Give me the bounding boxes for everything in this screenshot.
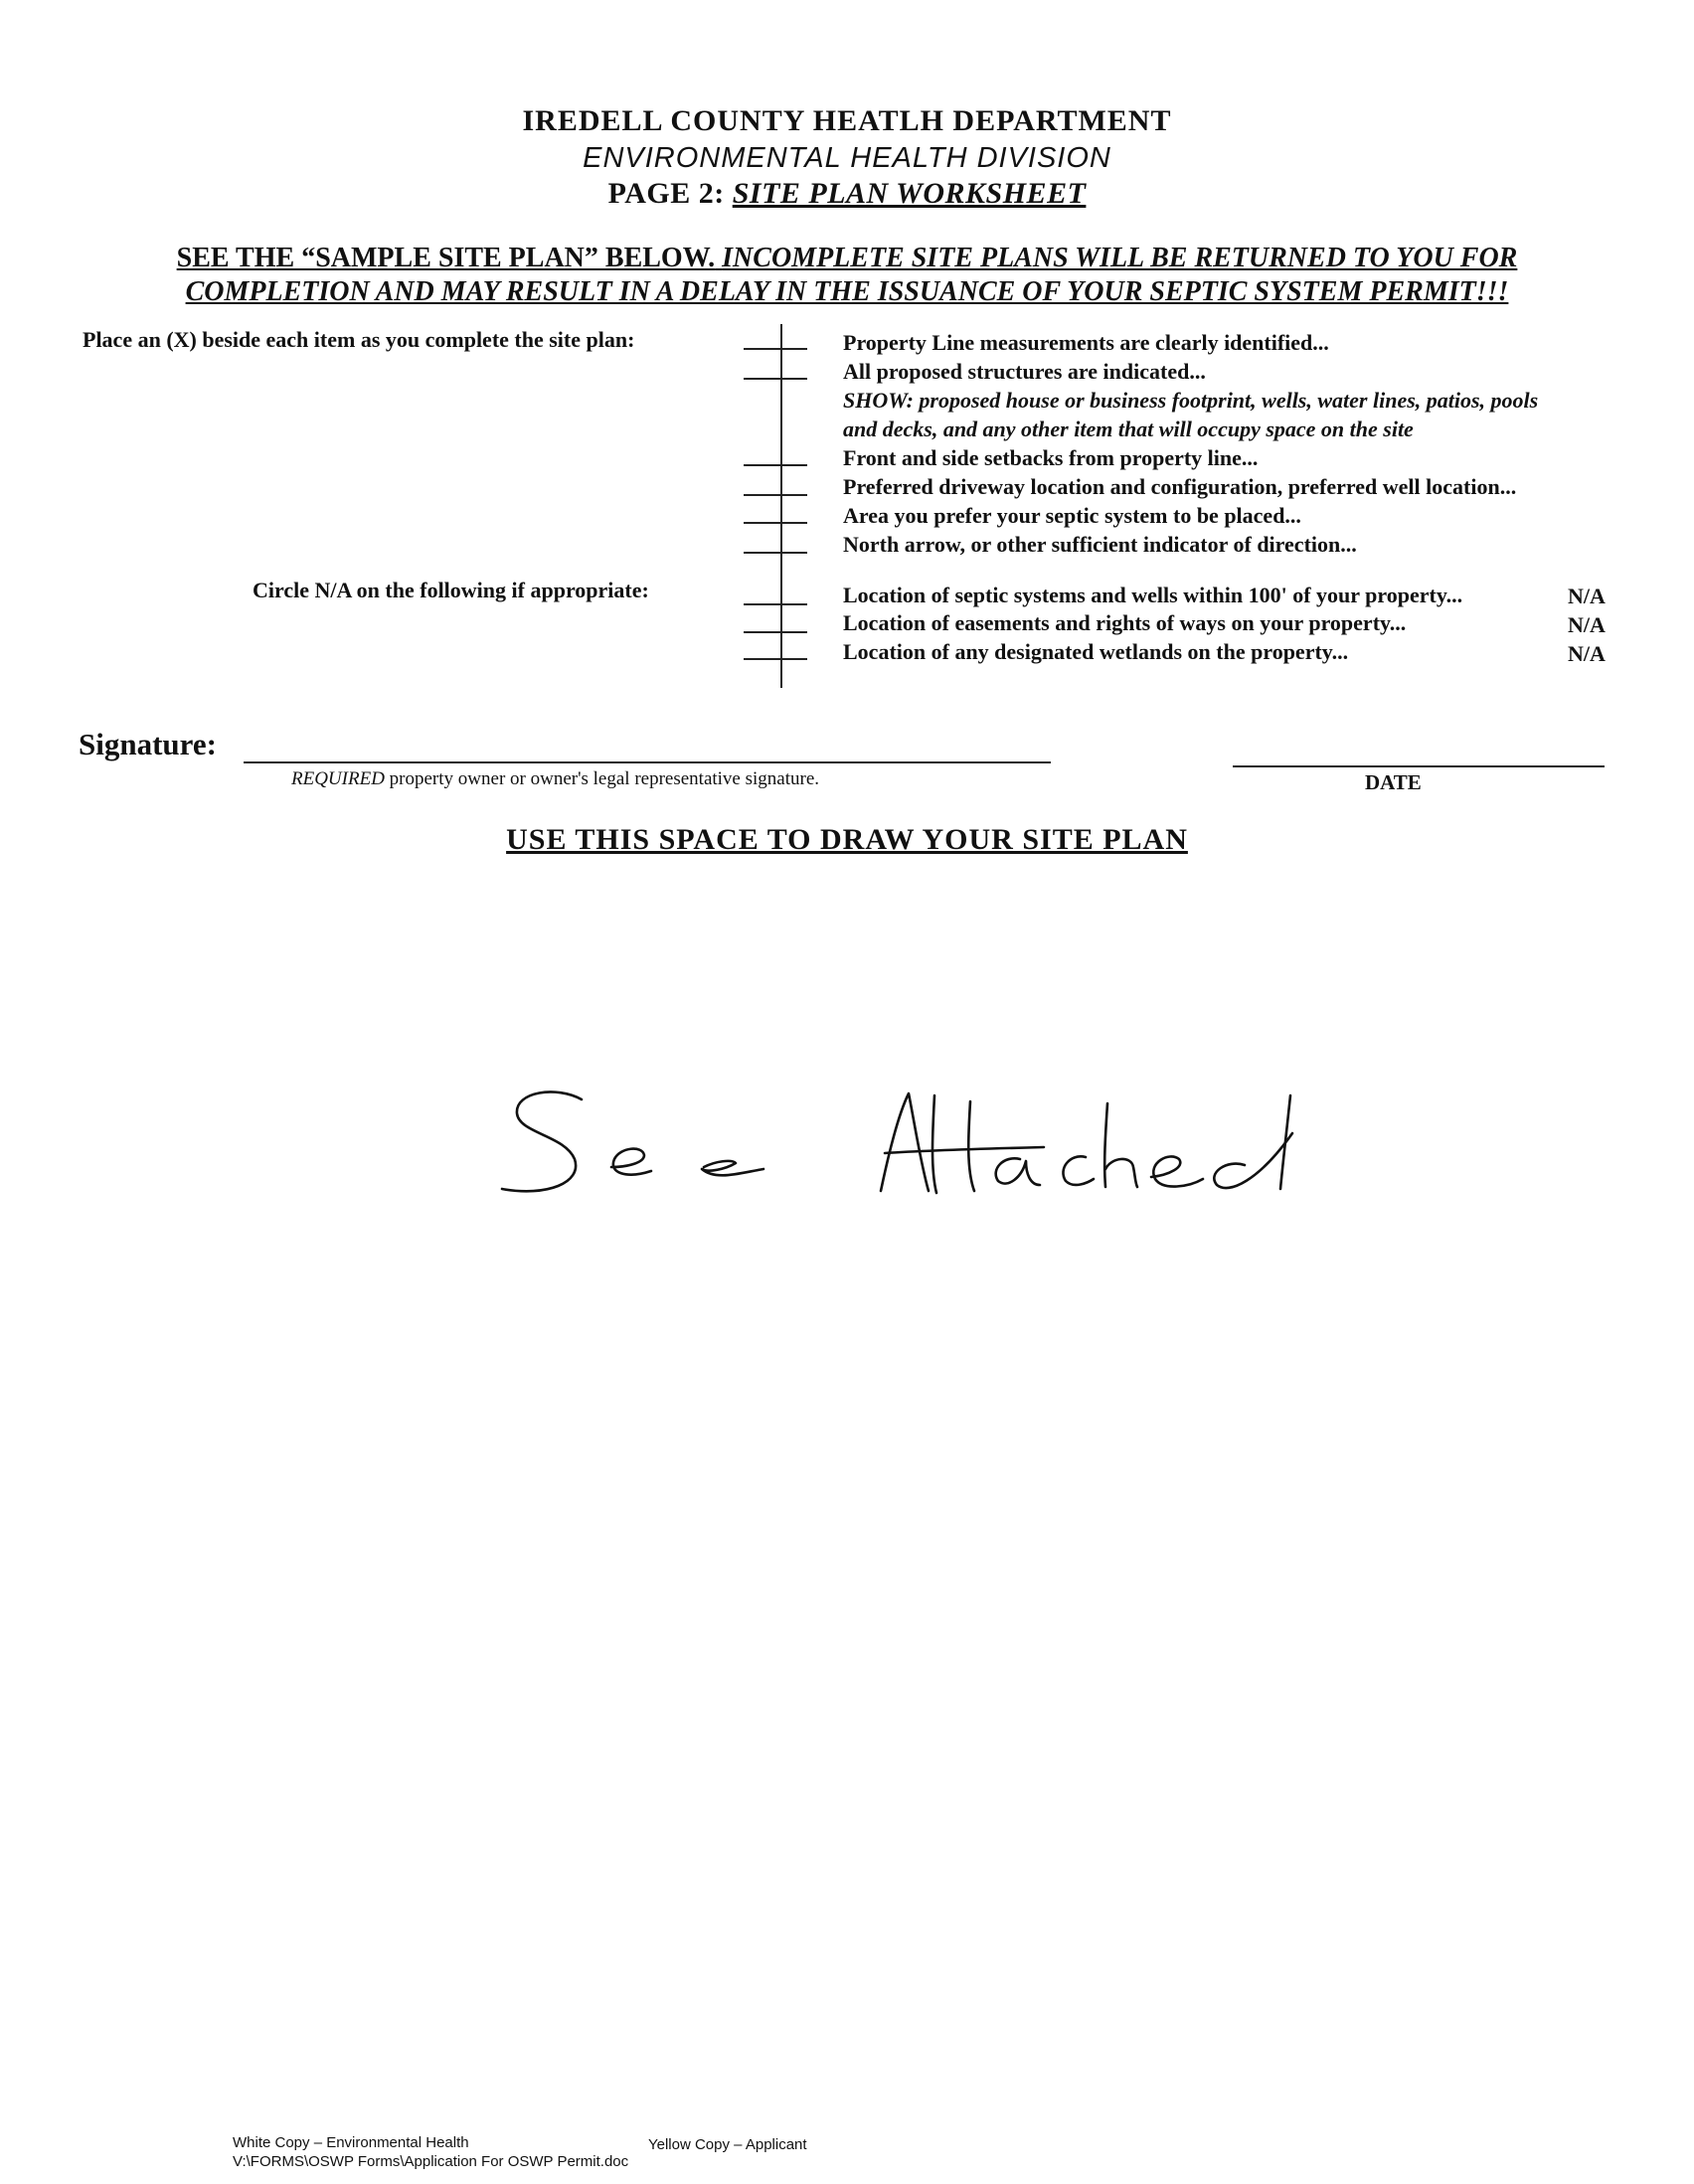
signature-caption [291,768,819,790]
checklist-item: Front and side setbacks from property line... [843,445,1259,470]
signature-caption-text: property owner or owner's legal representative signature. [389,768,820,789]
signature-label: Signature: [79,727,217,761]
checkbox-structures[interactable] [744,378,807,380]
checkbox-septic-wells-100[interactable] [744,603,807,605]
warning-completion: COMPLETION AND MAY RESULT IN A DELAY IN THE ISSUANCE OF YOUR SEPTIC SYSTEM PERMIT!!! [185,276,1509,307]
footer-yellow-copy: Yellow Copy – Applicant [648,2136,807,2153]
document-title: IREDELL COUNTY HEATLH DEPARTMENT [522,104,1172,137]
page-title: SITE PLAN WORKSHEET [732,177,1087,210]
warning-line-1 [0,243,1694,274]
draw-area-title: USE THIS SPACE TO DRAW YOUR SITE PLAN [506,823,1188,856]
checklist-item: Property Line measurements are clearly identified... [843,330,1329,355]
warning-incomplete: INCOMPLETE SITE PLANS WILL BE RETURNED TO YOU FOR [722,243,1518,273]
division-name: ENVIRONMENTAL HEALTH DIVISION [583,142,1111,174]
date-line[interactable] [1233,765,1605,767]
checklist-item: and decks, and any other item that will occupy space on the site [843,417,1414,441]
na-option[interactable]: N/A [1568,612,1606,637]
signature-required: REQUIRED [291,768,385,789]
warning-line-2 [0,276,1694,308]
na-option[interactable]: N/A [1568,584,1606,608]
handwritten-see-attached [487,1074,1382,1213]
warning-see-sample: SEE THE “SAMPLE SITE PLAN” BELOW. [176,243,716,273]
checkbox-wetlands[interactable] [744,658,807,660]
na-item-label: Location of easements and rights of ways on your property... [843,610,1407,635]
checklist-item: Preferred driveway location and configuration, preferred well location... [843,474,1517,499]
checklist-instruction: Place an (X) beside each item as you complete the site plan: [83,327,635,352]
checklist-item: SHOW: proposed house or business footprint, wells, water lines, patios, pools [843,388,1539,413]
na-instruction: Circle N/A on the following if appropriate: [253,578,649,602]
checkbox-driveway[interactable] [744,494,807,496]
na-item-label: Location of septic systems and wells within 100' of your property... [843,583,1463,607]
signature-line[interactable] [244,761,1051,763]
checklist-item: Area you prefer your septic system to be placed... [843,503,1301,528]
date-label: DATE [1365,770,1422,794]
checkbox-north-arrow[interactable] [744,552,807,554]
na-option[interactable]: N/A [1568,641,1606,666]
page-heading [0,177,1694,211]
checklist-item: North arrow, or other sufficient indicator of direction... [843,532,1357,557]
footer-file-path: V:\FORMS\OSWP Forms\Application For OSWP Permit.doc [233,2153,629,2170]
checkbox-septic-area[interactable] [744,522,807,524]
checkbox-easements[interactable] [744,631,807,633]
na-item-label: Location of any designated wetlands on the property... [843,639,1349,664]
footer-white-copy: White Copy – Environmental Health [233,2134,469,2151]
checklist-item: All proposed structures are indicated... [843,359,1206,384]
page-prefix: PAGE 2: [607,177,725,210]
checkbox-setbacks[interactable] [744,464,807,466]
checkbox-property-line[interactable] [744,348,807,350]
